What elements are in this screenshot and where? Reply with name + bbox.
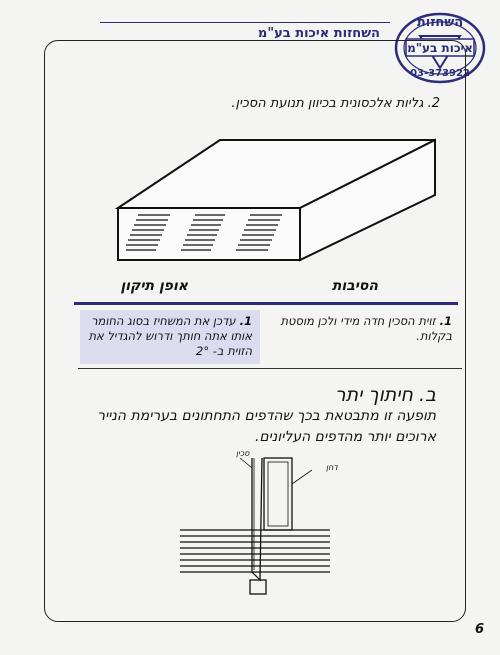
cause-cell <box>272 310 452 362</box>
over-cut-figure <box>180 448 338 600</box>
fix-number: 1. <box>239 314 252 328</box>
stamp-phone: 03-373922 <box>410 68 470 79</box>
knife-label: סכין <box>236 449 250 458</box>
table-bottom-rule <box>78 368 462 369</box>
stamp-middle-text: איכות בע"מ <box>407 41 473 55</box>
section-text: תופעה זו מתבטאת בכך שהדפים התחתונים בערימת הנייר ארוכים יותר מהדפים העליונים. <box>97 408 436 445</box>
header-rule <box>100 22 390 23</box>
header-title: השחזות איכות בע"מ <box>257 26 380 41</box>
causes-fix-table <box>74 278 458 362</box>
page-number: 6 <box>474 622 484 637</box>
item-2-text: 2. גליות אלכסונית בכיוון תנועת הסכין. <box>231 96 440 111</box>
causes-header: הסיבות <box>331 278 378 294</box>
table-header-rule <box>74 302 458 305</box>
fix-header: אופן תיקון <box>120 278 188 294</box>
clamp-label: דחן <box>326 463 338 472</box>
paper-block-figure <box>110 135 440 265</box>
cause-text: זוית הסכין חדה מידי ולכן מוסטת בקלות. <box>280 314 452 343</box>
section-title: ב. חיתוך יתר <box>334 384 436 406</box>
stamp-top-text: השחזות <box>416 15 464 30</box>
fix-text: עדכן את המשחיז בסוג החומר אותו אתה חותך ודרוש להגדיל את הזוית ב- 2° <box>88 314 252 358</box>
cause-number: 1. <box>439 314 452 328</box>
fix-cell <box>80 310 260 364</box>
